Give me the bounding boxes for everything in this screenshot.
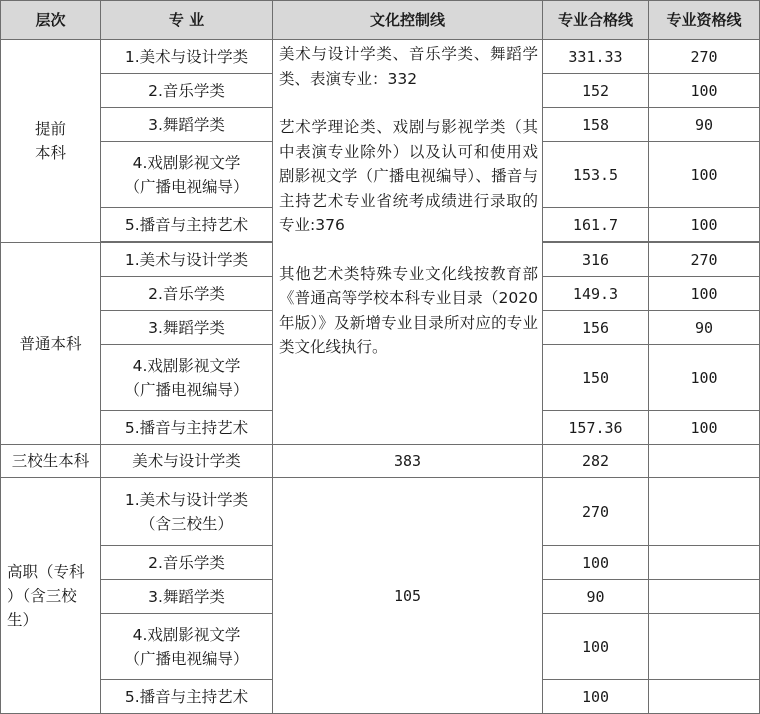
major-cell: 3.舞蹈学类 [101,108,273,142]
eligible-score [649,445,760,478]
major-cell: 3.舞蹈学类 [101,580,273,614]
table-row [1,40,760,74]
qualified-score: 161.7 [543,208,649,242]
eligible-score: 100 [649,411,760,445]
header-eligible-line: 专业资格线 [649,1,760,40]
eligible-score [649,614,760,680]
qualified-score: 270 [543,478,649,546]
header-row [1,1,760,40]
qualified-score: 100 [543,546,649,580]
qualified-score: 100 [543,614,649,680]
major-cell: 4.戏剧影视文学 （广播电视编导） [101,142,273,208]
major-cell: 5.播音与主持艺术 [101,680,273,714]
eligible-score: 90 [649,108,760,142]
eligible-score: 270 [649,243,760,277]
major-cell: 2.音乐学类 [101,546,273,580]
header-major: 专 业 [101,1,273,40]
qualified-score: 316 [543,243,649,277]
qualified-score: 150 [543,345,649,411]
control-line-paragraph: 艺术学理论类、戏剧与影视学类（其中表演专业除外）以及认可和使用戏剧影视文学（广播电视编导）、播音与主持艺术专业省统考成绩进行录取的专业:376 [279,118,538,234]
qualified-score: 149.3 [543,277,649,311]
major-cell: 5.播音与主持艺术 [101,208,273,242]
eligible-score: 100 [649,74,760,108]
level-sanxiao-undergrad: 三校生本科 [1,445,101,478]
control-line-paragraph: 其他艺术类特殊专业文化线按教育部《普通高等学校本科专业目录（2020年版）》及新增专业目录所对应的专业类文化线执行。 [279,264,538,356]
control-line-text [273,40,543,445]
header-level: 层次 [1,1,101,40]
header-control-line: 文化控制线 [273,1,543,40]
eligible-score [649,478,760,546]
major-cell: 1.美术与设计学类 [101,40,273,74]
eligible-score: 270 [649,40,760,74]
qualified-score: 331.33 [543,40,649,74]
level-early-undergrad: 提前 本科 [1,40,101,243]
major-cell: 1.美术与设计学类 [101,243,273,277]
major-cell: 2.音乐学类 [101,277,273,311]
major-cell: 美术与设计学类 [101,445,273,478]
major-cell: 4.戏剧影视文学 （广播电视编导） [101,345,273,411]
qualified-score: 152 [543,74,649,108]
table-row [1,445,760,478]
eligible-score [649,680,760,714]
eligible-score: 100 [649,142,760,208]
level-regular-undergrad: 普通本科 [1,243,101,445]
qualified-score: 157.36 [543,411,649,445]
control-line-score: 105 [273,478,543,714]
table-row [1,478,760,546]
eligible-score [649,580,760,614]
qualified-score: 90 [543,580,649,614]
qualified-score: 100 [543,680,649,714]
control-line-score: 383 [273,445,543,478]
major-cell: 3.舞蹈学类 [101,311,273,345]
level-vocational: 高职（专科 ）（含三校 生） [1,478,101,714]
qualified-score: 158 [543,108,649,142]
qualified-score: 156 [543,311,649,345]
header-qualified-line: 专业合格线 [543,1,649,40]
major-cell: 5.播音与主持艺术 [101,411,273,445]
major-cell: 1.美术与设计学类 （含三校生） [101,478,273,546]
qualified-score: 153.5 [543,142,649,208]
eligible-score: 100 [649,277,760,311]
eligible-score: 100 [649,345,760,411]
eligible-score: 90 [649,311,760,345]
control-line-paragraph: 美术与设计学类、音乐学类、舞蹈学类、表演专业：332 [279,45,538,88]
major-cell: 2.音乐学类 [101,74,273,108]
major-cell: 4.戏剧影视文学 （广播电视编导） [101,614,273,680]
eligible-score: 100 [649,208,760,242]
qualified-score: 282 [543,445,649,478]
eligible-score [649,546,760,580]
